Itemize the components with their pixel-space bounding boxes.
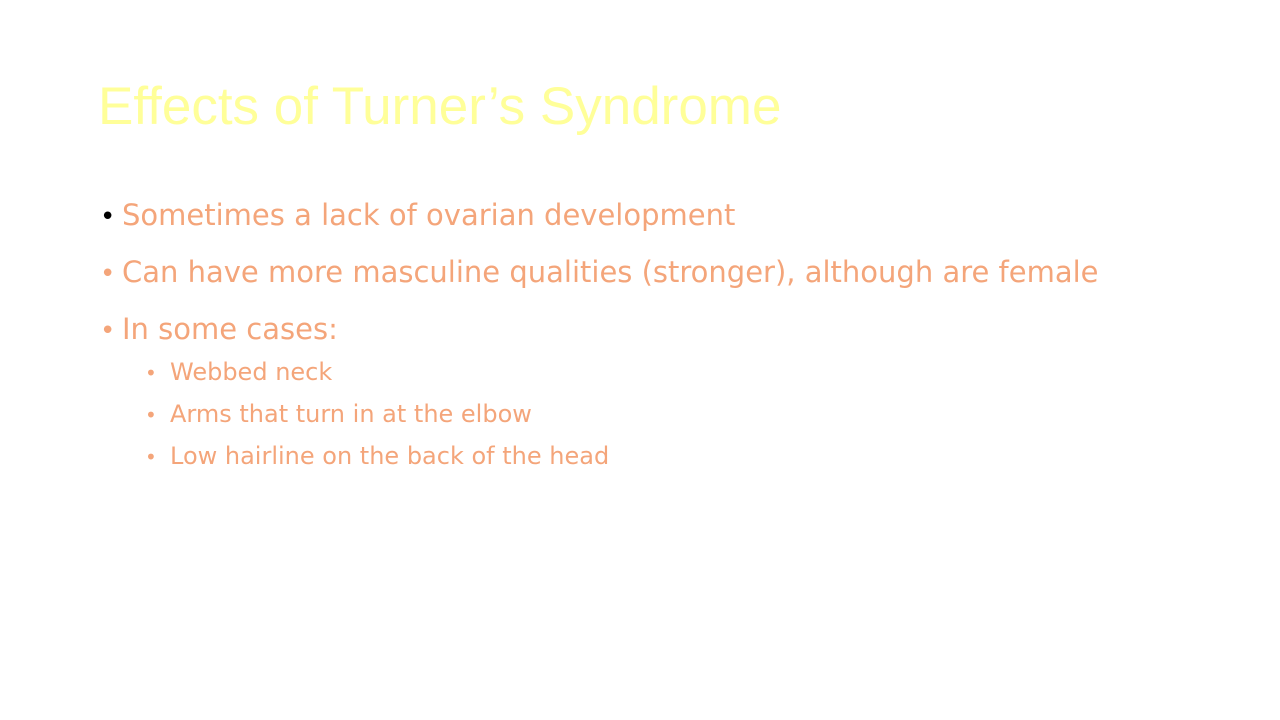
sub-bullet-text: Webbed neck <box>170 358 333 386</box>
bullet-item <box>100 252 1099 294</box>
bullet-dot-icon: • <box>100 316 116 346</box>
bullet-list <box>100 195 1099 478</box>
bullet-text: Sometimes a lack of ovarian development <box>122 198 736 232</box>
sub-bullet-list <box>145 352 1099 478</box>
sub-bullet-item <box>145 436 1099 478</box>
bullet-dot-icon: • <box>100 202 116 232</box>
bullet-text: In some cases: <box>122 312 338 346</box>
sub-bullet-dot-icon: • <box>145 361 157 385</box>
slide-title: Effects of Turner’s Syndrome <box>98 77 782 136</box>
sub-bullet-text: Arms that turn in at the elbow <box>170 400 532 428</box>
bullet-item <box>100 195 1099 237</box>
bullet-dot-icon: • <box>100 259 116 289</box>
bullet-item <box>100 309 1099 351</box>
sub-bullet-item <box>145 394 1099 436</box>
sub-bullet-item <box>145 352 1099 394</box>
sub-bullet-text: Low hairline on the back of the head <box>170 442 610 470</box>
sub-bullet-dot-icon: • <box>145 445 157 469</box>
sub-bullet-dot-icon: • <box>145 403 157 427</box>
sub-bullet-group <box>100 352 1099 478</box>
bullet-text: Can have more masculine qualities (stronger), although are female <box>122 255 1099 289</box>
